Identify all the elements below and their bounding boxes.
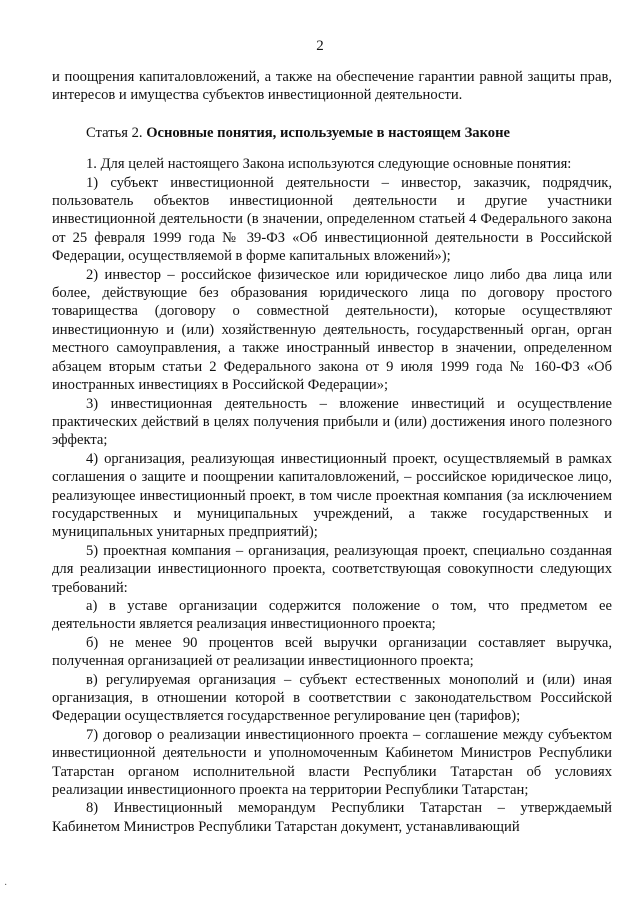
definition-investment-memorandum: 8) Инвестиционный меморандум Республики Татарстан – утверждаемый Кабинетом Министров Республики Татарстан документ, устанавливающий: [52, 800, 612, 835]
definition-investment-agreement: 7) договор о реализации инвестиционного проекта – соглашение между субъектом инвестиционной деятельности и уполномоченным Кабинетом Министров Республики Татарстан органом исполнительной власти Республики Татарстан об условиях реализации инвестиционного проекта на территории Республики Татарстан;: [52, 726, 612, 799]
definition-investor: 2) инвестор – российское физическое или юридическое лицо либо два лица или более, действующие без образования юридического лица по договору простого товарищества (договору о совместной деятельности), которые осуществляют инвестиционную и (или) хозяйственную деятельность, государственный орган, орган местного самоуправления, а также иностранный инвестор в значении, определенном абзацем вторым статьи 2 Федерального закона от 9 июля 1999 года № 160-ФЗ «Об иностранных инвестициях в Российской Федерации»;: [52, 266, 612, 394]
requirement-b: б) не менее 90 процентов всей выручки организации составляет выручка, полученная организацией от реализации инвестиционного проекта;: [52, 634, 612, 670]
article-heading: [52, 124, 612, 142]
article-label: Статья 2.: [86, 124, 147, 141]
requirement-a: а) в уставе организации содержится положение о том, что предметом ее деятельности является реализация инвестиционного проекта;: [52, 597, 612, 633]
intro-paragraph: и поощрения капиталовложений, а также на обеспечение гарантии равной защиты прав, интересов и имущества субъектов инвестиционной деятельности.: [52, 69, 612, 104]
scan-mark: ·: [4, 880, 8, 891]
definition-investment-activity: 3) инвестиционная деятельность – вложение инвестиций и осуществление практических действий в целях получения прибыли и (или) достижения иного полезного эффекта;: [52, 395, 612, 449]
definition-project-company: 5) проектная компания – организация, реализующая проект, специально созданная для реализации инвестиционного проекта, соответствующая совокупности следующих требований:: [52, 542, 612, 596]
definition-implementing-organization: 4) организация, реализующая инвестиционный проект, осуществляемый в рамках соглашения о защите и поощрении капиталовложений, – российское юридическое лицо, реализующее инвестиционный проект, в том числе проектная компания (за исключением государственных и муниципальных учреждений, а также государственных и муниципальных унитарных предприятий);: [52, 450, 612, 541]
page-number: 2: [316, 38, 324, 54]
paragraph-1: 1. Для целей настоящего Закона используются следующие основные понятия:: [86, 156, 572, 173]
article-title: Основные понятия, используемые в настоящем Законе: [146, 124, 510, 141]
definition-regulated-organization: в) регулируемая организация – субъект естественных монополий и (или) иная организация, в отношении которой в соответствии с законодательством Российской Федерации осуществляется государственное регулирование цен (тарифов);: [52, 671, 612, 725]
document-body: [52, 68, 612, 836]
definition-subject: 1) субъект инвестиционной деятельности – инвестор, заказчик, подрядчик, пользователь объектов инвестиционной деятельности и другие участники инвестиционной деятельности (в значении, определенном статьей 4 Федерального закона от 25 февраля 1999 года № 39-ФЗ «Об инвестиционной деятельности в Российской Федерации, осуществляемой в форме капитальных вложений»);: [52, 174, 612, 265]
